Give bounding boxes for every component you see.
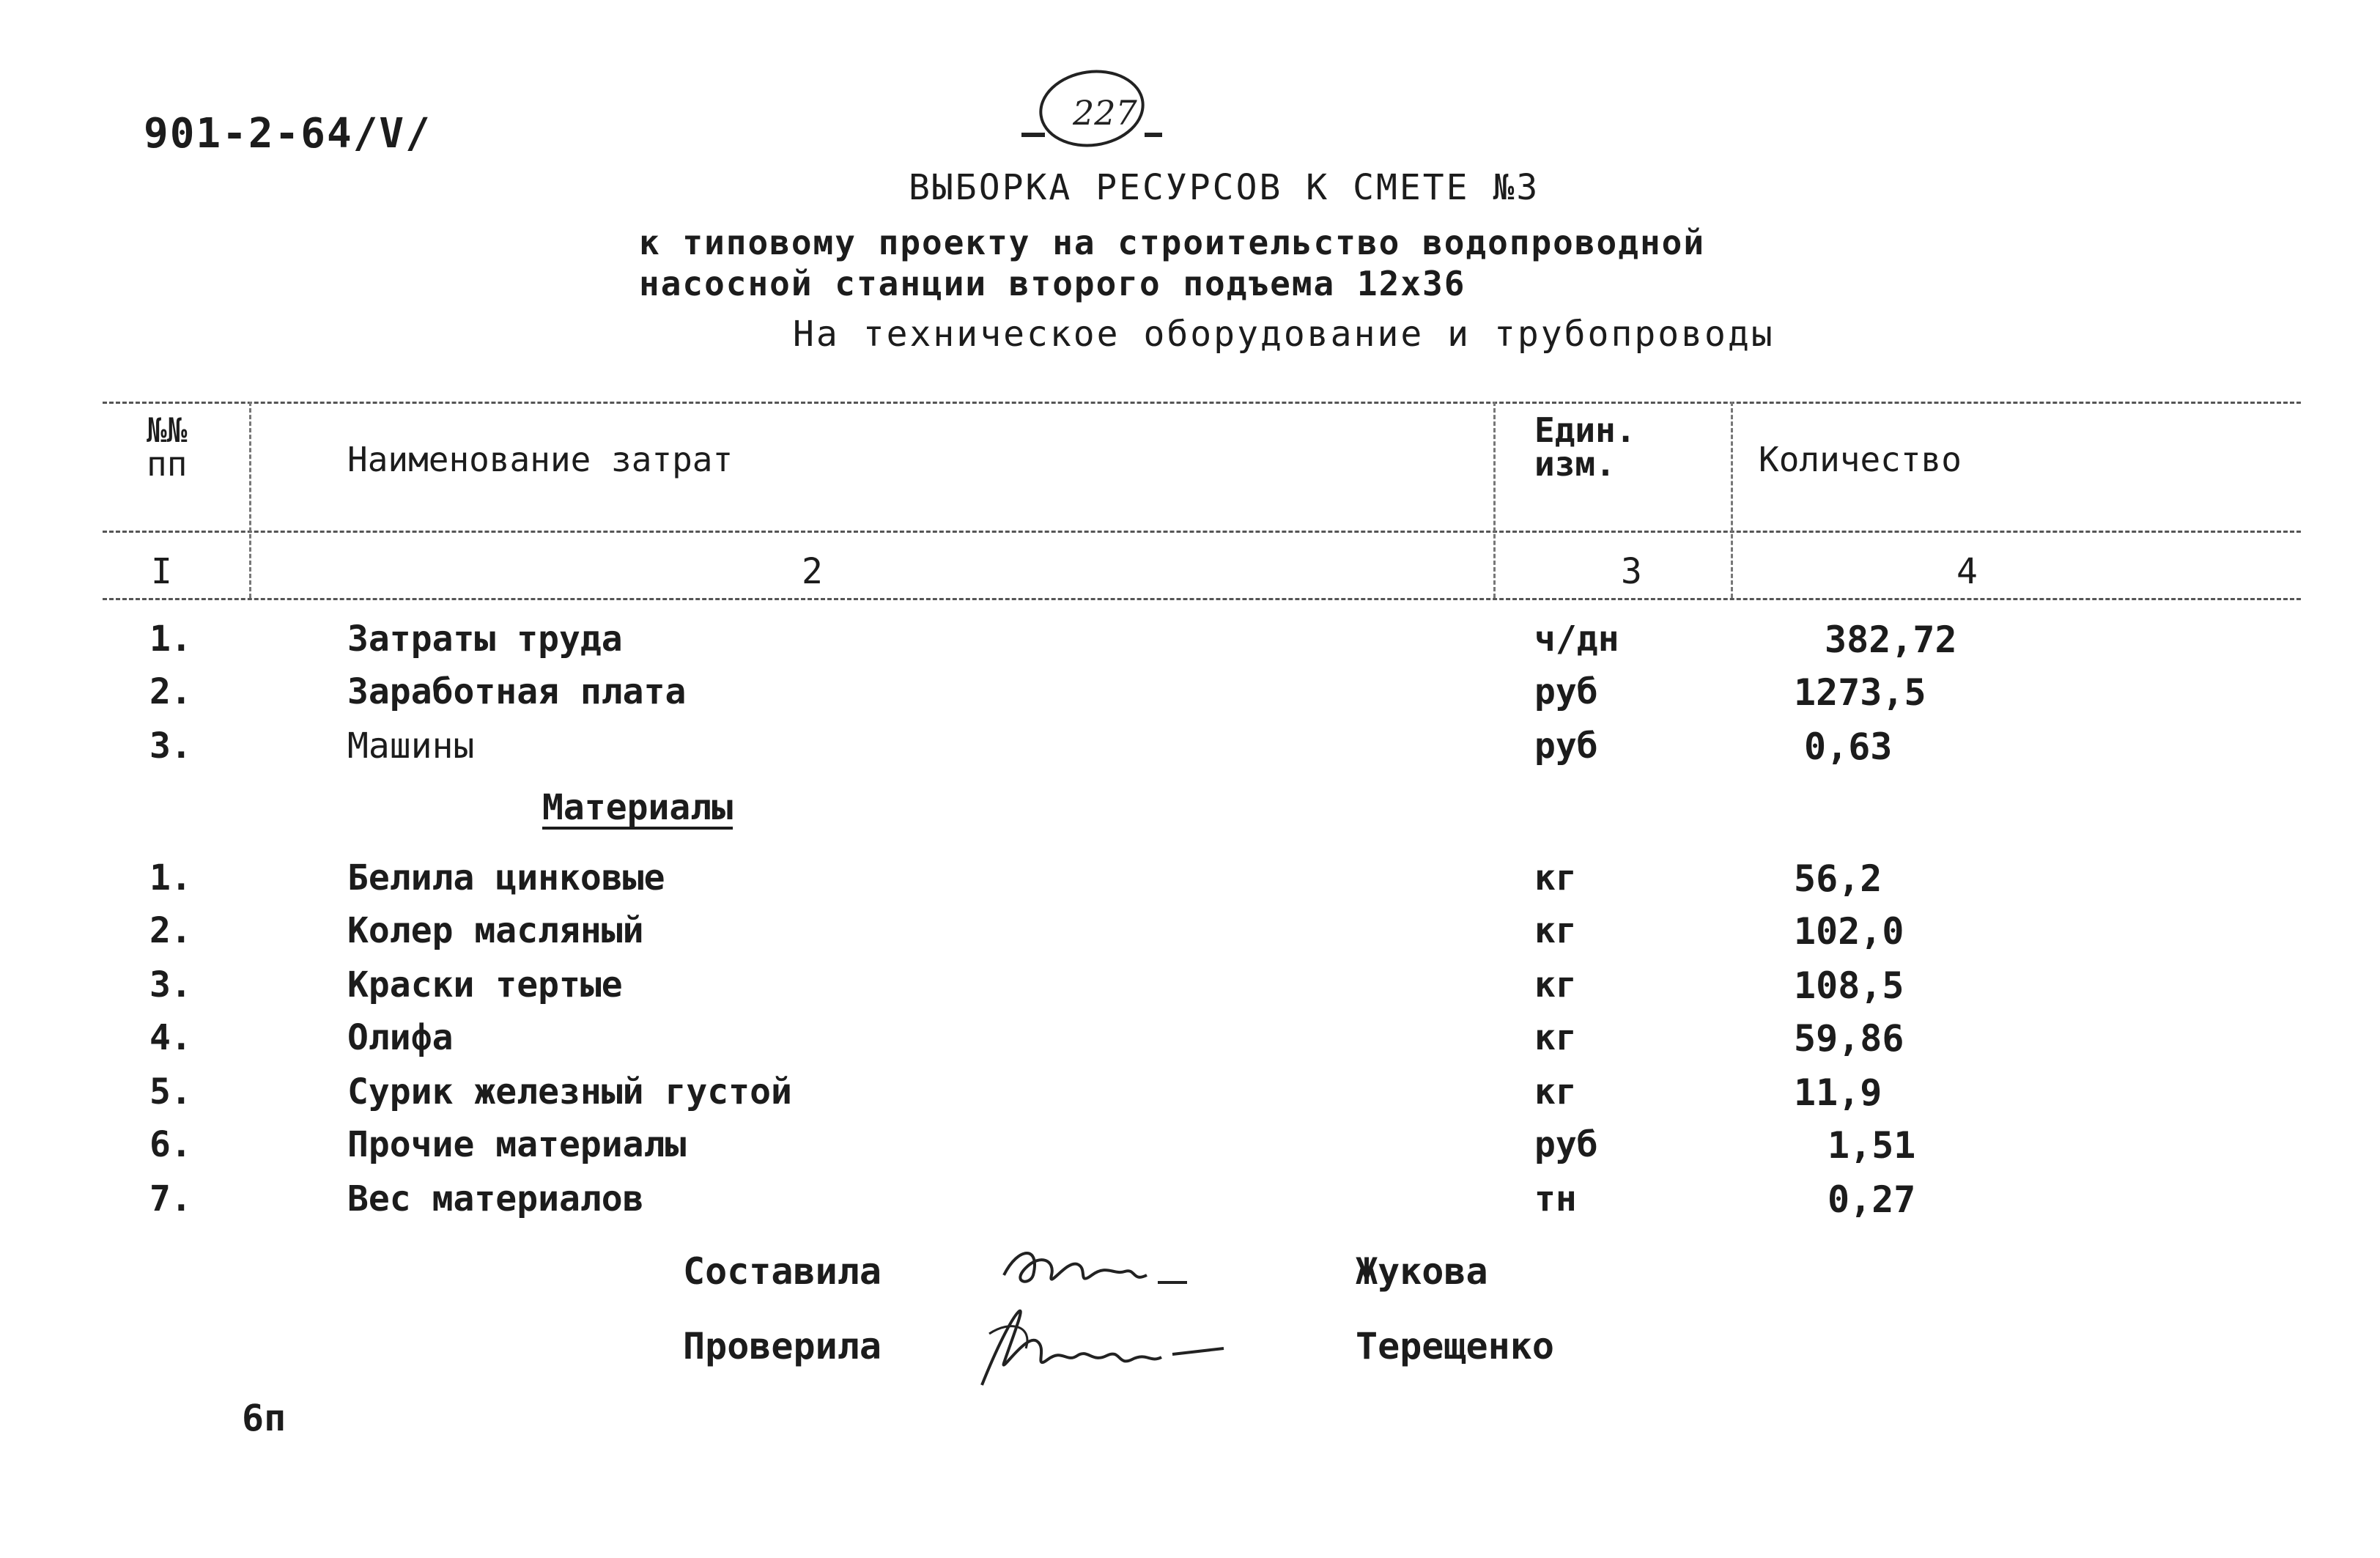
- row-qty: 108,5: [1794, 964, 1904, 1007]
- row-num: 5.: [149, 1071, 192, 1112]
- row-unit: кг: [1534, 1071, 1577, 1112]
- table-row: [0, 910, 2380, 963]
- row-unit: руб: [1534, 726, 1598, 767]
- table-row: [0, 964, 2380, 1017]
- column-number-2: 2: [802, 551, 823, 592]
- row-qty: 56,2: [1794, 857, 1882, 900]
- header-qty: Количество: [1759, 440, 1962, 479]
- column-number-4: 4: [1956, 551, 1978, 592]
- row-num: 4.: [149, 1017, 192, 1058]
- table-row: [0, 1071, 2380, 1124]
- table-row: [0, 671, 2380, 724]
- table-top-rule: [103, 402, 2301, 404]
- row-name: Сурик железный густой: [347, 1071, 792, 1112]
- row-num: 1.: [149, 857, 192, 898]
- row-num: 1.: [149, 619, 192, 660]
- row-name: Заработная плата: [347, 671, 687, 712]
- row-name: Прочие материалы: [347, 1124, 687, 1165]
- row-unit: кг: [1534, 964, 1577, 1005]
- column-divider-3: [1731, 402, 1733, 598]
- row-name: Затраты труда: [347, 619, 623, 660]
- row-name: Колер масляный: [347, 910, 644, 951]
- row-qty: 1,51: [1828, 1124, 1916, 1167]
- page-number: 227: [1073, 93, 1137, 133]
- row-unit: кг: [1534, 910, 1577, 951]
- row-num: 7.: [149, 1178, 192, 1219]
- document-code: 901-2-64/V/: [144, 110, 432, 158]
- row-qty: 102,0: [1794, 910, 1904, 953]
- row-num: 2.: [149, 671, 192, 712]
- subtitle-line-1: к типовому проекту на строительство водопроводной: [639, 223, 1706, 262]
- header-name: Наименование затрат: [347, 440, 733, 479]
- row-qty: 0,27: [1828, 1178, 1916, 1221]
- compiled-by-label: Составила: [683, 1250, 882, 1293]
- row-qty: 11,9: [1794, 1071, 1882, 1114]
- column-numbers-rule: [103, 598, 2301, 600]
- row-num: 3.: [149, 726, 192, 767]
- checked-by-name: Терещенко: [1356, 1325, 1554, 1367]
- checked-by-label: Проверила: [683, 1325, 882, 1367]
- table-row: [0, 1178, 2380, 1231]
- row-unit: ч/дн: [1534, 619, 1619, 660]
- row-unit: тн: [1534, 1178, 1577, 1219]
- header-unit: Един. изм.: [1534, 410, 1636, 484]
- row-qty: 0,63: [1804, 726, 1893, 768]
- row-name: Машины: [347, 726, 475, 767]
- checked-signature: [967, 1290, 1246, 1400]
- row-qty: 382,72: [1825, 619, 1957, 661]
- section-title-materials: Материалы: [542, 787, 733, 828]
- footer-mark: 6п: [242, 1397, 287, 1439]
- row-unit: кг: [1534, 1017, 1577, 1058]
- compiled-by-name: Жукова: [1356, 1250, 1488, 1293]
- column-divider-2: [1493, 402, 1496, 598]
- column-number-3: 3: [1621, 551, 1642, 592]
- column-number-1: I: [151, 551, 172, 592]
- row-unit: кг: [1534, 857, 1577, 898]
- row-num: 3.: [149, 964, 192, 1005]
- row-name: Белила цинковые: [347, 857, 665, 898]
- row-name: Краски тертые: [347, 964, 623, 1005]
- row-qty: 59,86: [1794, 1017, 1904, 1060]
- row-unit: руб: [1534, 671, 1598, 712]
- table-row: [0, 619, 2380, 671]
- table-row: [0, 1124, 2380, 1177]
- header-num: №№ пп: [147, 410, 188, 484]
- row-unit: руб: [1534, 1124, 1598, 1165]
- row-qty: 1273,5: [1794, 671, 1926, 714]
- row-num: 6.: [149, 1124, 192, 1165]
- table-row: [0, 857, 2380, 910]
- page-number-stamp: [1016, 67, 1168, 155]
- column-divider-1: [249, 402, 251, 598]
- header-bottom-rule: [103, 531, 2301, 533]
- row-num: 2.: [149, 910, 192, 951]
- subtitle-line-2: насосной станции второго подъема 12х36: [639, 264, 1466, 303]
- table-row: [0, 726, 2380, 778]
- row-name: Олифа: [347, 1017, 454, 1058]
- row-name: Вес материалов: [347, 1178, 644, 1219]
- table-row: [0, 1017, 2380, 1070]
- subtitle-line-3: На техническое оборудование и трубопроводы: [793, 314, 1775, 355]
- document-title: ВЫБОРКА РЕСУРСОВ К СМЕТЕ №3: [909, 167, 1540, 208]
